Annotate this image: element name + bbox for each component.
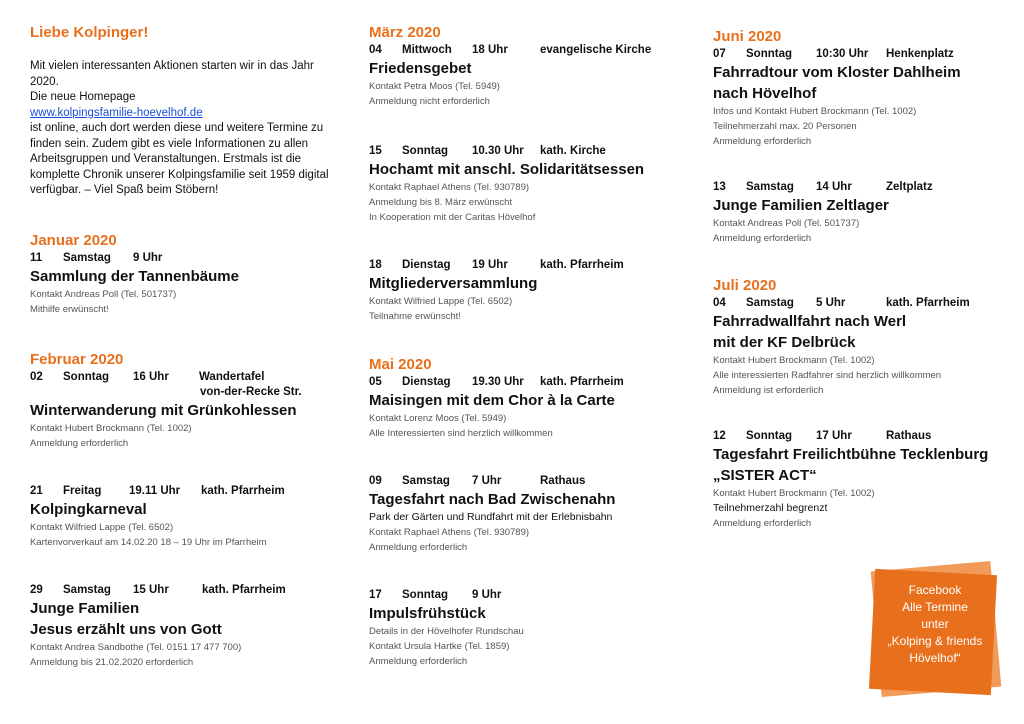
event-mar-15: 15 Sonntag 10.30 Uhr kath. Kirche Hochamt mit anschl. Solidaritätsessen Kontakt Raphael Athens (Tel. 930789) Anmeldung bis 8. März erwünscht In Kooperation mit der Caritas Hövelhof bbox=[369, 143, 669, 225]
event-title: Friedensgebet bbox=[369, 60, 472, 77]
month-heading-mai: Mai 2020 bbox=[369, 356, 432, 373]
intro-text: Mit vielen interessanten Aktionen starten wir in das Jahr 2020. Die neue Homepage www.kolpingsfamilie-hoevelhof.de ist online, auch dort werden diese und weitere Termine zu finden sein. Zudem gibt es viele Informationen zu allen Arbeitsgruppen und Veranstaltungen. Erstmals ist die komplette Chronik unserer Kolpingsfamilie seit 1959 digital verfügbar. – Viel Spaß beim Stöbern! bbox=[30, 60, 329, 196]
facebook-box-text: Facebook Alle Termine unter „Kolping & friends Hövelhof“ bbox=[887, 583, 983, 665]
column-right bbox=[713, 24, 1003, 531]
month-heading-juli: Juli 2020 bbox=[713, 277, 777, 294]
event-feb-02: 02 Sonntag 16 Uhr Wandertafel von-der-Recke Str. Winterwanderung mit Grünkohlessen Kontakt Hubert Brockmann (Tel. 1002) Anmeldung erforderlich bbox=[30, 369, 330, 451]
event-title: Impulsfrühstück bbox=[369, 605, 486, 622]
event-title: Tagesfahrt Freilichtbühne Tecklenburg bbox=[713, 446, 989, 463]
event-feb-29: 29 Samstag 15 Uhr kath. Pfarrheim Junge Familien Jesus erzählt uns von Gott Kontakt Andrea Sandbothe (Tel. 0151 17 477 700) Anmeldung bis 21.02.2020 erforderlich bbox=[30, 582, 330, 670]
event-title: Kolpingkarneval bbox=[30, 500, 147, 518]
month-heading-februar: Februar 2020 bbox=[30, 350, 124, 368]
event-jan-11: 11 Samstag 9 Uhr Sammlung der Tannenbäume Kontakt Andreas Poll (Tel. 501737) Mithilfe erwünscht! bbox=[30, 250, 330, 317]
event-mar-18: 18 Dienstag 19 Uhr kath. Pfarrheim Mitgliederversammlung Kontakt Wilfried Lappe (Tel. 6502) Teilnahme erwünscht! bbox=[369, 257, 669, 324]
event-title: Hochamt mit anschl. Solidaritätsessen bbox=[369, 161, 645, 178]
event-title-line2: nach Hövelhof bbox=[713, 85, 817, 102]
event-mar-04: 04 Mittwoch 18 Uhr evangelische Kirche Friedensgebet Kontakt Petra Moos (Tel. 5949) Anmeldung nicht erforderlich bbox=[369, 42, 669, 109]
event-jul-12: 12 Sonntag 17 Uhr Rathaus Tagesfahrt Freilichtbühne Tecklenburg „SISTER ACT“ Kontakt Hubert Brockmann (Tel. 1002) Teilnehmerzahl begrenzt Anmeldung erforderlich bbox=[713, 428, 1003, 531]
event-title: Maisingen mit dem Chor à la Carte bbox=[369, 392, 615, 409]
event-mai-09: 09 Samstag 7 Uhr Rathaus Tagesfahrt nach Bad Zwischenahn Park der Gärten und Rundfahrt mit der Erlebnisbahn Kontakt Raphael Athens (Tel. 930789) Anmeldung erforderlich bbox=[369, 473, 669, 555]
event-title: Sammlung der Tannenbäume bbox=[30, 267, 239, 285]
event-title: Junge Familien bbox=[30, 599, 140, 617]
event-title: Junge Familien Zeltlager bbox=[713, 197, 889, 214]
column-middle bbox=[369, 24, 669, 669]
month-heading-maerz: März 2020 bbox=[369, 24, 441, 41]
event-title: Fahrradwallfahrt nach Werl bbox=[713, 313, 907, 330]
facebook-box bbox=[870, 566, 1000, 696]
event-title-line2: Jesus erzählt uns von Gott bbox=[30, 620, 222, 638]
event-feb-21: 21 Freitag 19.11 Uhr kath. Pfarrheim Kolpingkarneval Kontakt Wilfried Lappe (Tel. 6502) Kartenvorverkauf am 14.02.20 18 – 19 Uhr im Pfarrheim bbox=[30, 483, 330, 550]
month-heading-januar: Januar 2020 bbox=[30, 231, 117, 249]
column-left bbox=[30, 24, 330, 670]
event-jun-07: 07 Sonntag 10:30 Uhr Henkenplatz Fahrradtour vom Kloster Dahlheim nach Hövelhof Infos und Kontakt Hubert Brockmann (Tel. 1002) Teilnehmerzahl max. 20 Personen Anmeldung erforderlich bbox=[713, 46, 1003, 149]
event-title: Winterwanderung mit Grünkohlessen bbox=[30, 401, 297, 419]
intro-heading: Liebe Kolpinger! bbox=[30, 24, 149, 41]
event-mai-17: 17 Sonntag 9 Uhr Impulsfrühstück Details in der Hövelhofer Rundschau Kontakt Ursula Hartke (Tel. 1859) Anmeldung erforderlich bbox=[369, 587, 669, 669]
event-jul-04: 04 Samstag 5 Uhr kath. Pfarrheim Fahrradwallfahrt nach Werl mit der KF Delbrück Kontakt Hubert Brockmann (Tel. 1002) Alle interessierten Radfahrer sind herzlich willkommen Anmeldung ist erforderlich bbox=[713, 295, 1003, 398]
event-title: Fahrradtour vom Kloster Dahlheim bbox=[713, 64, 961, 81]
event-title: Mitgliederversammlung bbox=[369, 275, 538, 292]
event-jun-13: 13 Samstag 14 Uhr Zeltplatz Junge Familien Zeltlager Kontakt Andreas Poll (Tel. 501737) Anmeldung erforderlich bbox=[713, 179, 1003, 246]
event-mai-05: 05 Dienstag 19.30 Uhr kath. Pfarrheim Maisingen mit dem Chor à la Carte Kontakt Lorenz Moos (Tel. 5949) Alle Interessierten sind herzlich willkommen bbox=[369, 374, 669, 441]
event-title: Tagesfahrt nach Bad Zwischenahn bbox=[369, 491, 616, 508]
event-title-line2: mit der KF Delbrück bbox=[713, 334, 856, 351]
month-heading-juni: Juni 2020 bbox=[713, 28, 782, 45]
event-title-line2: „SISTER ACT“ bbox=[713, 467, 817, 484]
homepage-link[interactable]: www.kolpingsfamilie-hoevelhof.de bbox=[30, 106, 203, 119]
